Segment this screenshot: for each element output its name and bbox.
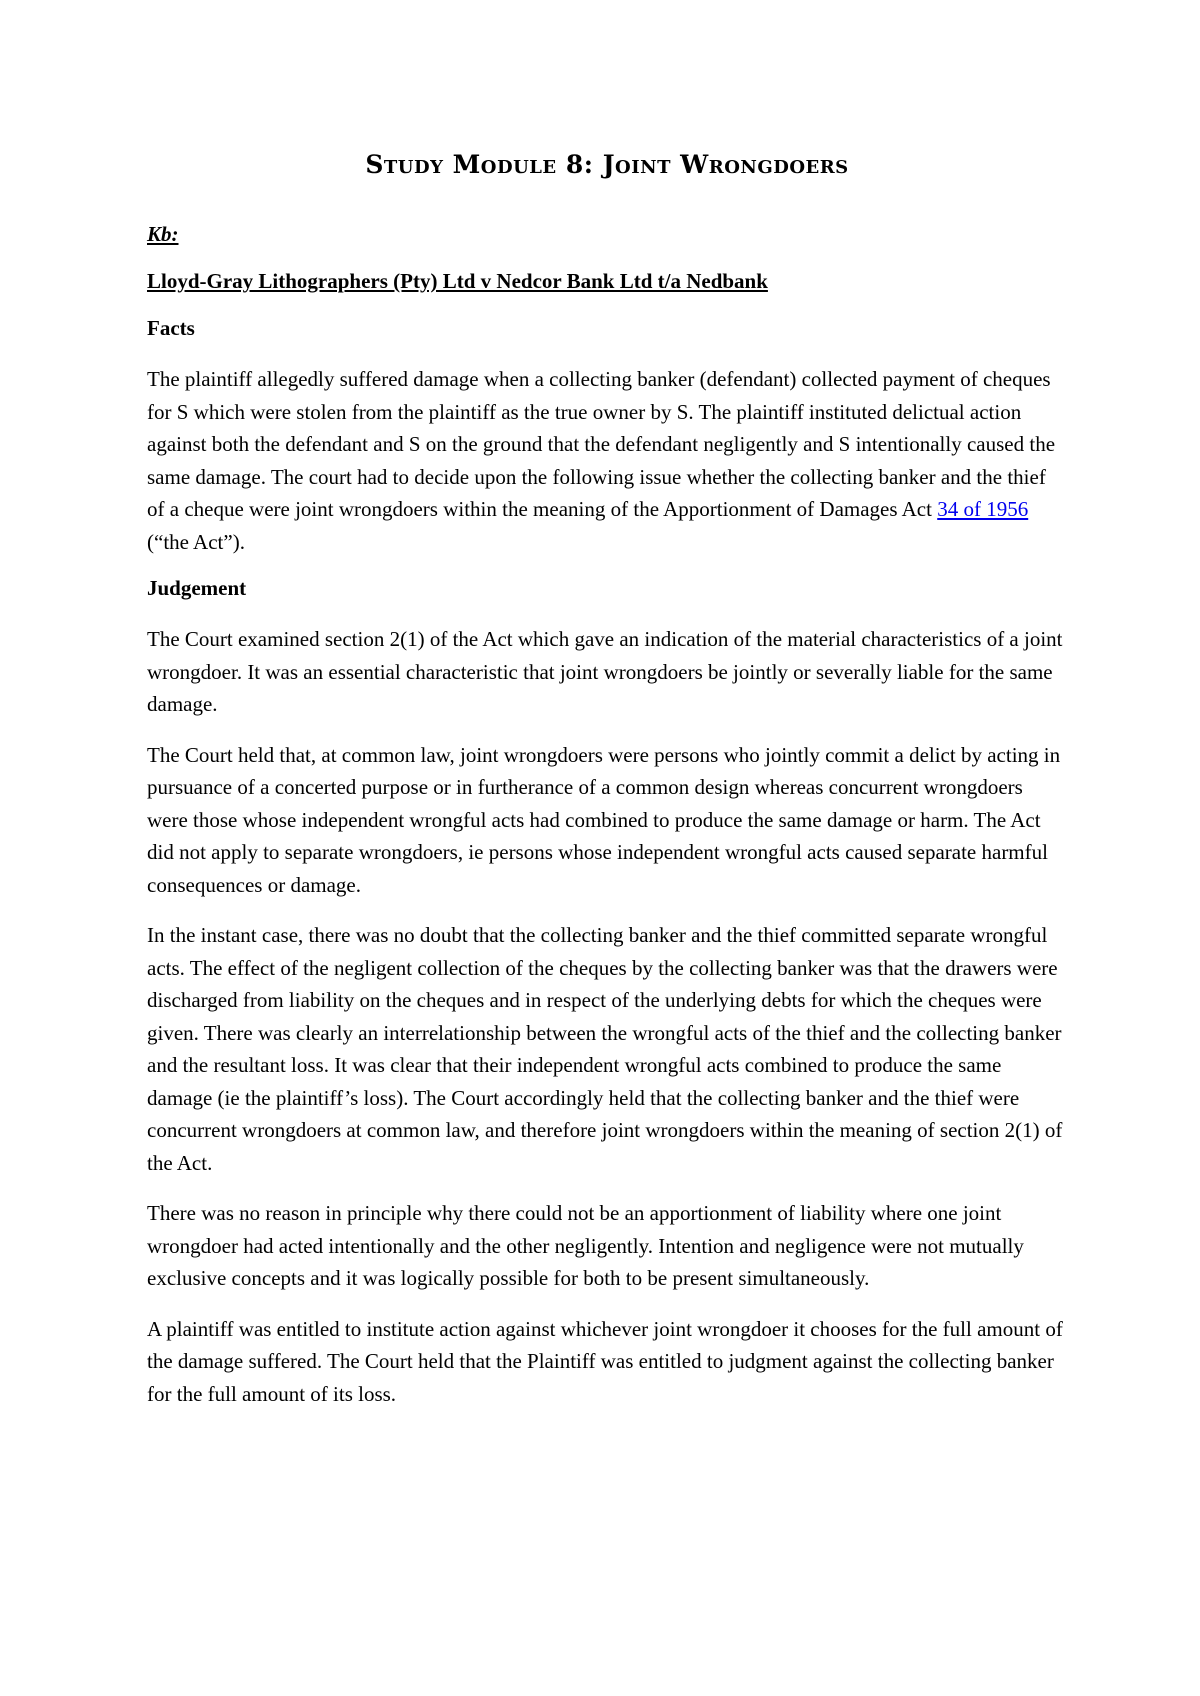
judgement-paragraph-4: There was no reason in principle why there could not be an apportionment of liability where one joint wrongdoer had acted intentionally and the other negligently. Intention and negligence were not mutually exclusive concepts and it was logically possible for both to be present simultaneously. [147, 1201, 1024, 1290]
facts-text-after-link: (“the Act”). [147, 529, 245, 554]
judgement-paragraph-5: A plaintiff was entitled to institute action against whichever joint wrongdoer it chooses for the full amount of the damage suffered. The Court held that the Plaintiff was entitled to judgment against the collecting banker for the full amount of its loss. [147, 1316, 1063, 1406]
facts-heading: Facts [147, 316, 195, 340]
act-link[interactable]: 34 of 1956 [937, 497, 1029, 521]
page-title: Study Module 8: Joint Wrongdoers [365, 150, 849, 179]
document-page [147, 150, 1067, 1428]
facts-paragraph [147, 363, 1067, 558]
judgement-paragraph-2: The Court held that, at common law, joint wrongdoers were persons who jointly commit a delict by acting in pursuance of a concerted purpose or in furtherance of a common design whereas concurrent wrongdoers were those whose independent wrongful acts had combined to produce the same damage or harm. The Act did not apply to separate wrongdoers, ie persons whose independent wrongful acts caused separate harmful consequences or damage. [147, 742, 1061, 897]
judgement-paragraph-3: In the instant case, there was no doubt that the collecting banker and the thief committed separate wrongful acts. The effect of the negligent collection of the cheques by the collecting banker was that the drawers were discharged from liability on the cheques and in respect of the underlying debts for which the cheques were given. There was clearly an interrelationship between the wrongful acts of the thief and the collecting banker and the resultant loss. It was clear that their independent wrongful acts combined to produce the same damage (ie the plaintiff’s loss). The Court accordingly held that the collecting banker and the thief were concurrent wrongdoers at common law, and therefore joint wrongdoers within the meaning of section 2(1) of the Act. [147, 923, 1063, 1175]
facts-text-before-link: The plaintiff allegedly suffered damage when a collecting banker (defendant) collected payment of cheques for S which were stolen from the plaintiff as the true owner by S. The plaintiff instituted delictual action against both the defendant and S on the ground that the defendant negligently and S intentionally caused the same damage. The court had to decide upon the following issue whether the collecting banker and the thief of a cheque were joint wrongdoers within the meaning of the Apportionment of Damages Act [147, 367, 1056, 521]
case-name: Lloyd-Gray Lithographers (Pty) Ltd v Nedcor Bank Ltd t/a Nedbank [147, 269, 768, 293]
judgement-paragraph-1: The Court examined section 2(1) of the Act which gave an indication of the material characteristics of a joint wrongdoer. It was an essential characteristic that joint wrongdoers be jointly or severally liable for the same damage. [147, 627, 1063, 716]
kb-label: Kb: [147, 222, 179, 246]
judgement-heading: Judgement [147, 576, 247, 600]
